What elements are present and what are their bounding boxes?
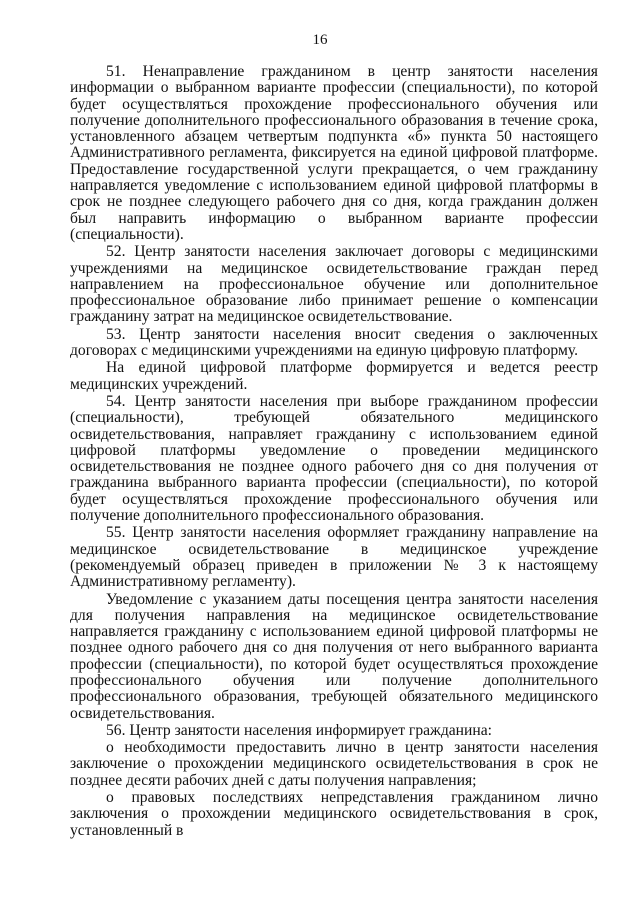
paragraph-55: 55. Центр занятости населения оформляет гражданину направление на медицинское освидетельствование в медицинское учреждение (рекомендуемый образец приведен в приложении № 3 к настоящему Административному регламенту). bbox=[70, 524, 598, 591]
paragraph-52: 52. Центр занятости населения заключает договоры с медицинскими учреждениями на медицинское освидетельствование граждан перед направлением на профессиональное обучение или дополнительное профессиональное образование либо принимает решение о компенсации гражданину затрат на медицинское освидетельствование. bbox=[70, 243, 598, 326]
document-body bbox=[70, 64, 598, 840]
paragraph-56-item-1: о необходимости предоставить лично в центр занятости населения заключение о прохождении медицинского освидетельствования в срок не позднее десяти рабочих дней с даты получения направления; bbox=[70, 739, 598, 789]
paragraph-56: 56. Центр занятости населения информирует гражданина: bbox=[106, 721, 492, 739]
paragraph-53-registry: На единой цифровой платформе формируется и ведется реестр медицинских учреждений. bbox=[70, 359, 598, 393]
paragraph-56-item-2: о правовых последствиях непредставления гражданином лично заключения о прохождении медицинского освидетельствования в срок, установленный в bbox=[70, 789, 598, 839]
page-number: 16 bbox=[312, 32, 328, 48]
paragraph-54: 54. Центр занятости населения при выборе гражданином профессии (специальности), требующей обязательного медицинского освидетельствования, направляет гражданину с использованием единой цифровой платформы уведомление о проведении медицинского освидетельствования не позднее одного рабочего дня со дня получения от гражданина выбранного варианта профессии (специальности), по которой будет осуществляться прохождение профессионального обучения или получение дополнительного профессионального образования. bbox=[70, 392, 598, 525]
paragraph-55-notification: Уведомление с указанием даты посещения центра занятости населения для получения направления на медицинское освидетельствование направляется гражданину с использованием единой цифровой платформы не позднее одного рабочего дня со дня получения от него выбранного варианта профессии (специальности), по которой будет осуществляться прохождение профессионального обучения или получение дополнительного профессионального образования, требующей обязательного медицинского освидетельствования. bbox=[70, 590, 598, 722]
paragraph-53: 53. Центр занятости населения вносит сведения о заключенных договорах с медицинскими учреждениями на единую цифровую платформу. bbox=[70, 325, 598, 360]
paragraph-51: 51. Ненаправление гражданином в центр занятости населения информации о выбранном варианте профессии (специальности), по которой будет осуществляться прохождение профессионального обучения или получение дополнительного профессионального образования в течение срока, установленного абзацем четвертым подпункта «б» пункта 50 настоящего Административного регламента, фиксируется на единой цифровой платформе. Предоставление государственной услуги прекращается, о чем гражданину направляется уведомление с использованием единой цифровой платформы в срок не позднее следующего рабочего дня со дня, когда гражданин должен был направить информацию о выбранном варианте профессии (специальности). bbox=[70, 63, 598, 243]
